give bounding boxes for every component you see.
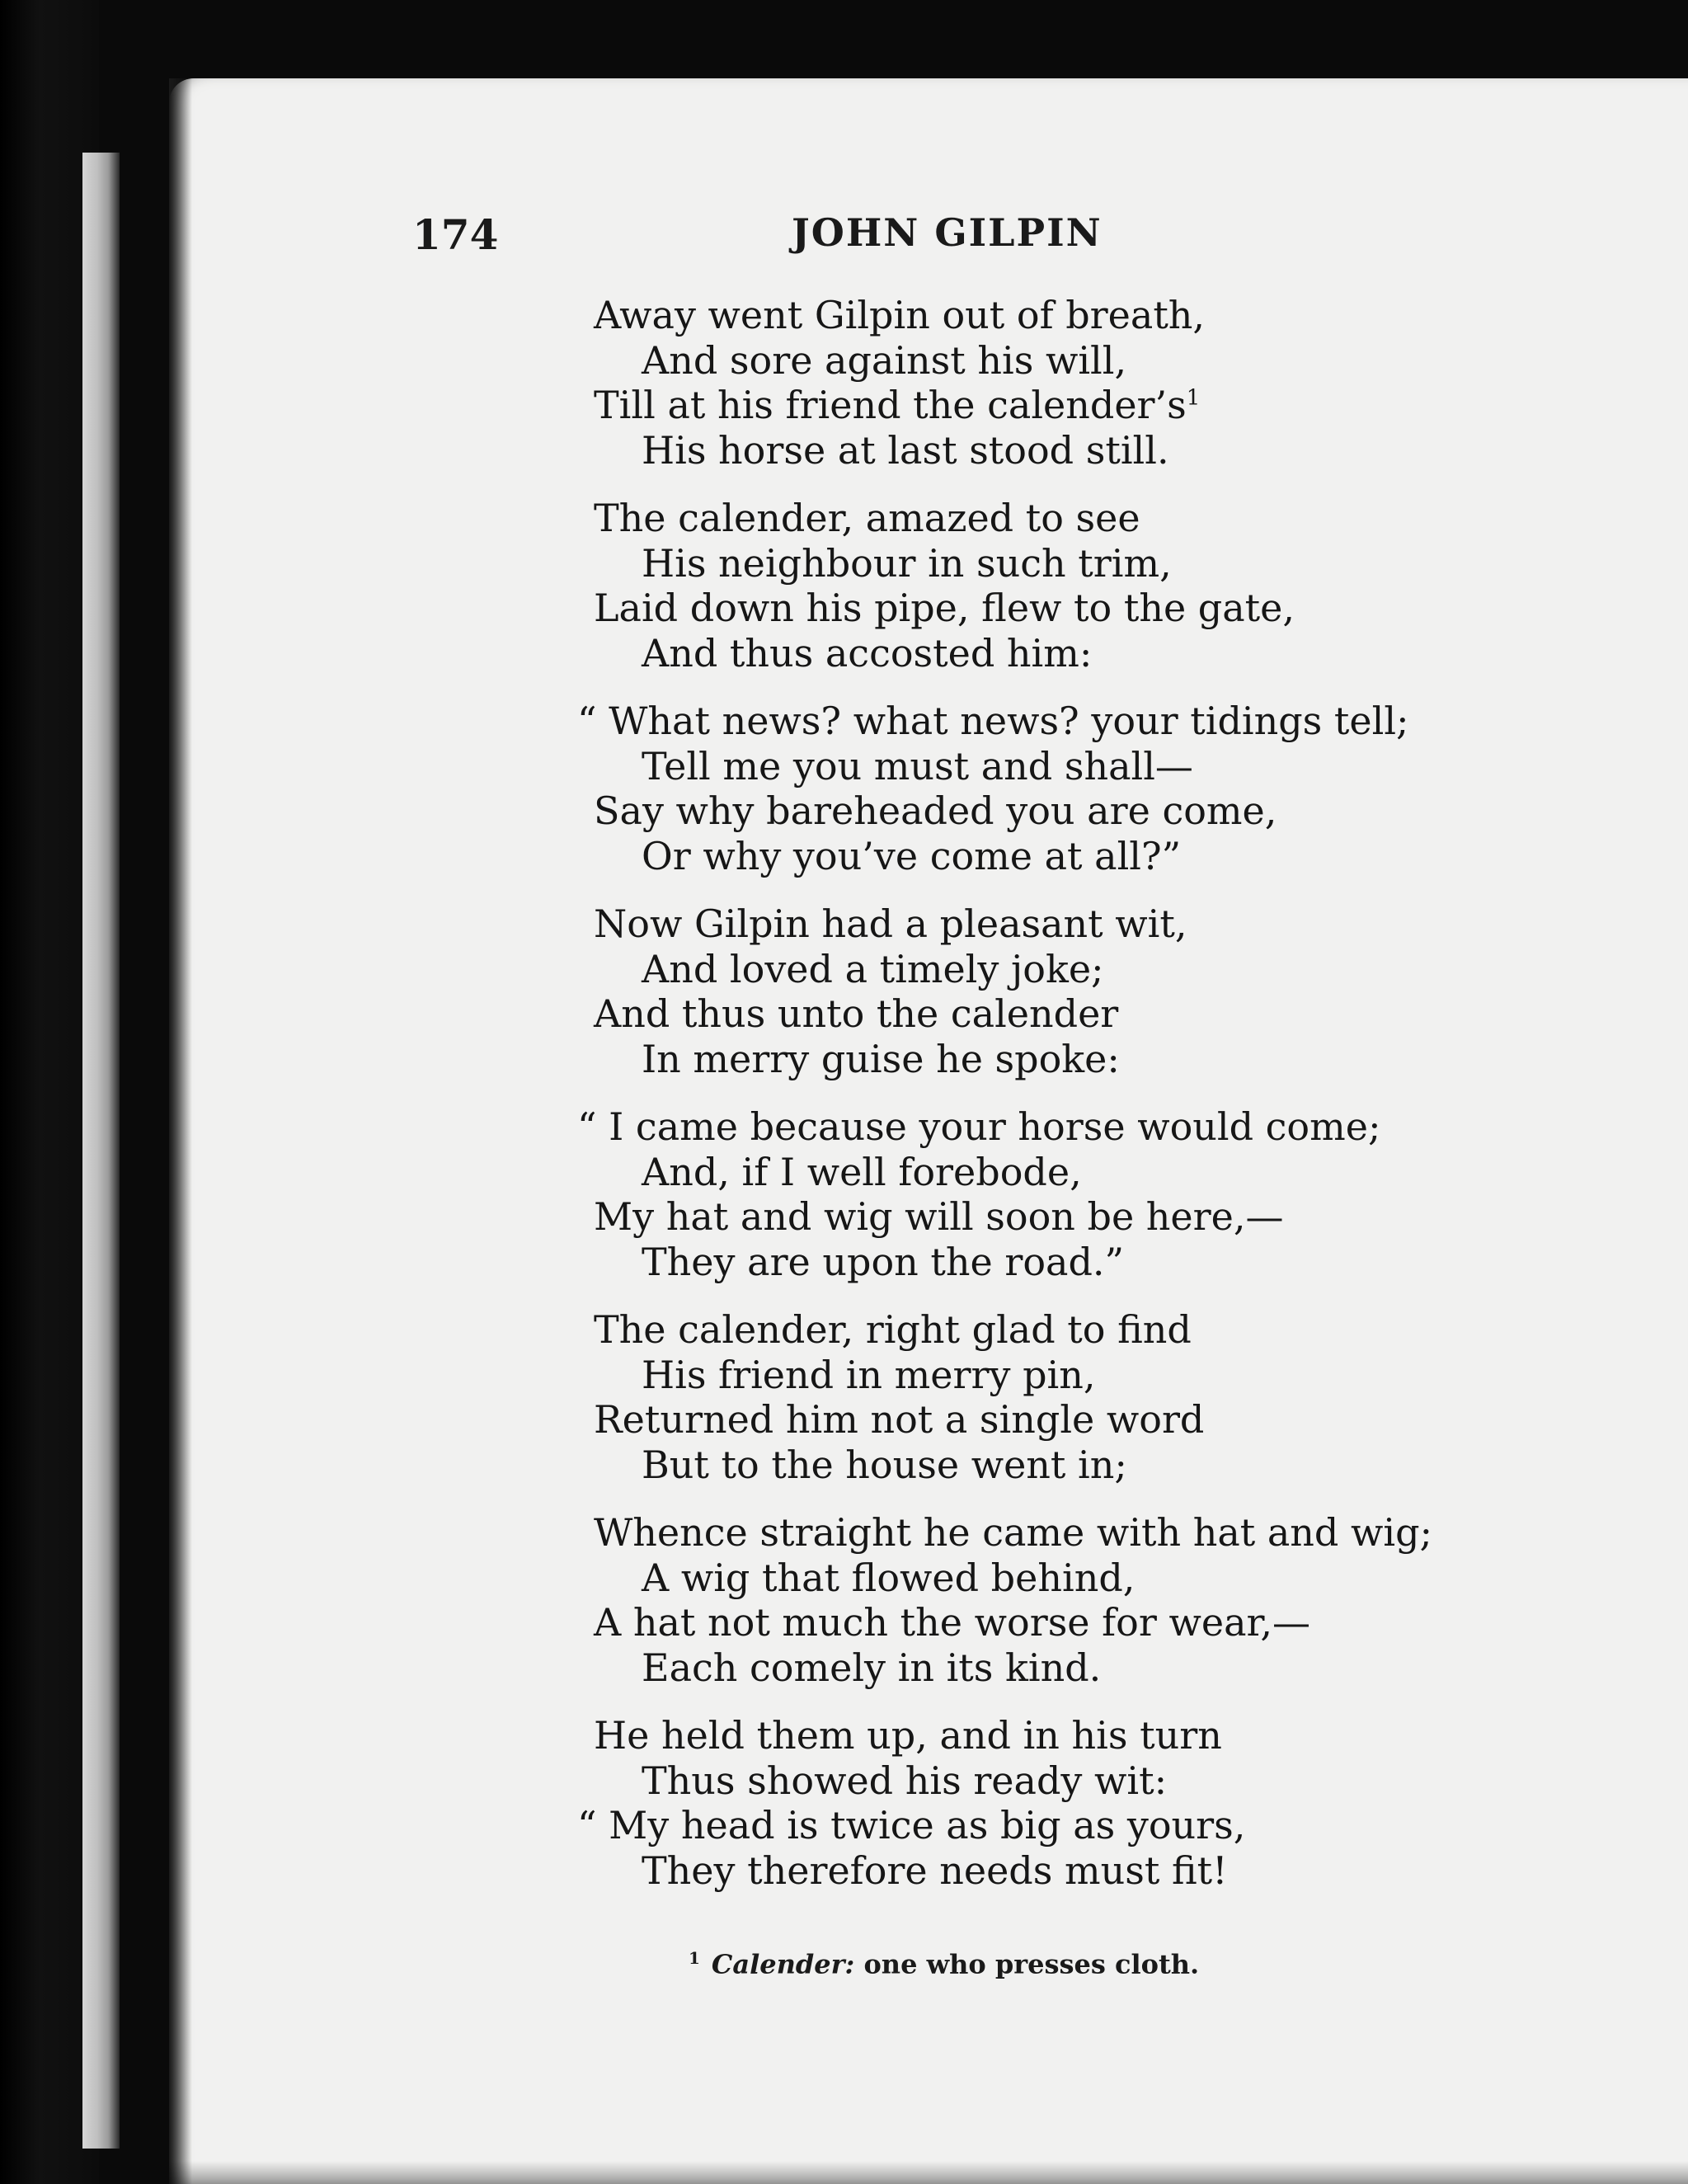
poem-line: Each comely in its kind. (642, 1645, 1102, 1690)
poem-line: And loved a timely joke; (642, 946, 1104, 991)
poem-line: Tell me you must and shall— (642, 743, 1193, 788)
poem-line: They therefore needs must fit! (642, 1847, 1228, 1893)
poem-line: His neighbour in such trim, (642, 540, 1172, 586)
poem-line: And thus unto the calender (594, 991, 1119, 1036)
poem-line: Now Gilpin had a pleasant wit, (594, 901, 1187, 946)
page-number: 174 (412, 210, 499, 259)
poem-line: He held them up, and in his turn (594, 1713, 1222, 1758)
footnote-term: Calender: (711, 1948, 855, 1980)
poem-line: “ I came because your horse would come; (577, 1104, 1381, 1149)
poem-line: Away went Gilpin out of breath, (594, 293, 1206, 337)
poem-line: His horse at last stood still. (642, 427, 1169, 473)
page-gutter-shadow (169, 78, 192, 2184)
stanza (594, 1510, 1501, 1690)
poem-line: A hat not much the worse for wear,— (594, 1600, 1311, 1645)
running-head (412, 210, 1319, 276)
poem-line: “ What news? what news? your tidings tell; (577, 699, 1409, 743)
poem-line: Laid down his pipe, flew to the gate, (594, 586, 1295, 630)
poem-line: The calender, right glad to find (594, 1307, 1192, 1352)
poem (577, 293, 1501, 1916)
poem-line: Till at his friend the calender’s$^1$ (594, 383, 1201, 427)
footnote (689, 1948, 1199, 1980)
page-edges (82, 153, 120, 2149)
poem-line: In merry guise he spoke: (642, 1036, 1120, 1081)
poem-line: And thus accosted him: (642, 630, 1093, 675)
poem-line: But to the house went in; (642, 1442, 1127, 1487)
poem-line: “ My head is twice as big as yours, (577, 1803, 1246, 1847)
stanza (594, 496, 1501, 675)
stanza (594, 1307, 1501, 1487)
poem-line: And sore against his will, (642, 337, 1127, 383)
stanza (577, 1713, 1501, 1893)
poem-line: Thus showed his ready wit: (642, 1758, 1168, 1803)
stanza (594, 293, 1501, 473)
poem-line: They are upon the road.” (642, 1239, 1125, 1284)
page-bottom-shadow (169, 2161, 1688, 2184)
poem-line: My hat and wig will soon be here,— (594, 1194, 1284, 1239)
poem-line: The calender, amazed to see (594, 496, 1140, 540)
stanza (594, 901, 1501, 1081)
poem-line: Returned him not a single word (594, 1397, 1205, 1442)
poem-line: Say why bareheaded you are come, (594, 788, 1277, 833)
poem-line: His friend in merry pin, (642, 1352, 1096, 1397)
poem-line: And, if I well forebode, (642, 1149, 1082, 1194)
poem-line: A wig that flowed behind, (642, 1555, 1136, 1600)
page-title: JOHN GILPIN (792, 210, 1103, 255)
footnote-definition: one who presses cloth. (863, 1948, 1200, 1980)
stanza (577, 699, 1501, 878)
poem-line: Whence straight he came with hat and wig; (594, 1510, 1433, 1555)
footnote-number: 1 (689, 1948, 700, 1968)
poem-line: Or why you’ve come at all?” (642, 833, 1182, 878)
footnote-mark: 1 (1186, 385, 1201, 411)
stanza (577, 1104, 1501, 1284)
